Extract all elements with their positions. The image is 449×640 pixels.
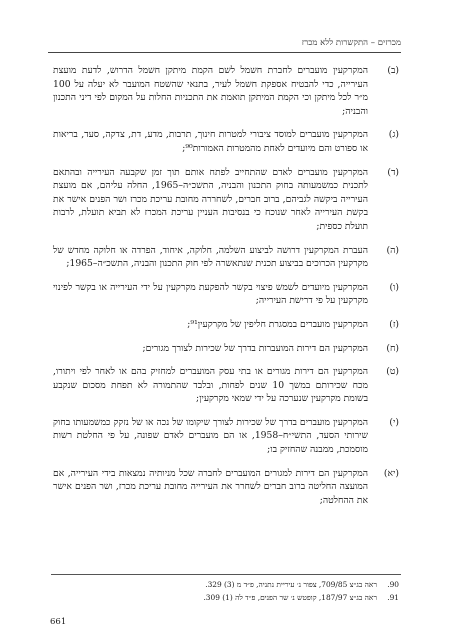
clause-text: המקרקעין מיועדים לשמש פיצוי בקשר להפקעת מקרקעין על ידי העירייה או בקשר לפינוי מקרקעין על פי דרישת העירייה; (53, 281, 368, 307)
clause-item (53, 342, 399, 356)
clause-mark: (ז) (389, 318, 399, 330)
clause-item (53, 128, 399, 155)
footnote-text: ראה בג״צ 187/97, קופטש נ׳ שר הפנים, פ״ד לה (1) 309. (203, 593, 377, 602)
footnote-rule (51, 574, 401, 575)
clause-item (53, 365, 399, 406)
clause-mark: (ג) (388, 129, 399, 141)
clause-item (53, 166, 399, 234)
footnotes (53, 578, 399, 604)
footnote-number: 91. (387, 593, 399, 602)
page-number: 661 (50, 617, 67, 627)
clause-mark: (ח) (386, 342, 399, 354)
clause-mark: (ו) (389, 281, 399, 293)
clause-mark: (יא) (383, 467, 399, 479)
footnote-text: ראה בג״צ 709/85, צפור נ׳ עיריית נתניה, פ״ד מ (3) 329. (205, 580, 377, 589)
clause-text: המקרקעין הם דירות מגורים או בתי עסק המועברים למחזיק בהם או לאחר לפי ויתורו, מכח שכירותם במשך 10 שנים לפחות, ובלבד שהתמורה לא תפחת מסכום שנקבע בשומת מקרקעין שנערכה על ידי שמאי מקרקעין; (53, 366, 368, 405)
clause-text: המקרקעין מועברים במסגרת חליפין של מקרקעין⁹¹; (187, 318, 368, 330)
clause-text: המקרקעין מועברים לאדם שהתחייב לפתח אותם תוך זמן שקבעה העירייה ובהתאם לתכנית כמשמעותה בחוק התכנון והבניה, התשכ״ה–1965, החלה עליהם, אם מועצת העירייה ביקשה לגביהם, ברוב חברים, לשחררה מחובת עריכת מכרז ושר הפנים אישר את בקשת העירייה לאחר שנוכח כי בנסיבות העניין עריכת המכרז לא תביא תועלת, לרבות תועלת כספית; (53, 166, 368, 232)
clause-item (53, 467, 399, 508)
clause-mark: (ט) (386, 366, 399, 378)
clause-text: המקרקעין מועברים למוסד ציבורי למטרות חינוך, תרבות, מדע, דת, צדקה, סעד, בריאות או ספורט והם מיועדים לאחת מהמטרות האמורות⁹⁰; (53, 129, 368, 154)
clause-text: העברת המקרקעין דרושה לביצוע השלמה, חלוקה, איחוד, הפרדה או חלוקה מחדש של מקרקעין הכרוכים בביצוע תכנית שנתאשרה לפי חוק התכנון והבניה, התשכ״ה–1965; (53, 244, 368, 270)
footnote (53, 591, 399, 604)
clause-text: המקרקעין מועברים לחברת חשמל לשם הקמת מיתקן חשמל הדרוש, לדעת מועצת העירייה, כדי להבטיח אספקת חשמל לעיר, בתנאי שהשטח המועבר לא יעלה על 100 מ״ר לכל מיתקן וכי הקמת המיתקן תואמת את התכניות החלות על המקום לפי דיני התכנון והבניה; (53, 65, 368, 117)
clause-text: המקרקעין הם דירות המועברות בדרך של שכירות לצורך מגורים; (142, 342, 368, 354)
clause-item (53, 64, 399, 118)
clause-item (53, 318, 399, 332)
clause-mark: (ב) (387, 65, 399, 76)
clause-item (53, 416, 399, 457)
header-rule (48, 52, 401, 53)
clause-item (53, 244, 399, 271)
clause-mark: (י) (389, 416, 399, 428)
clause-item (53, 281, 399, 308)
clause-mark: (ד) (387, 166, 399, 178)
clause-text: המקרקעין הם דירות למגורים המועברים לחברה שכל מניותיה נמצאות בידי העירייה, אם המועצה החליטה ברוב חברים לשחרר את העירייה מחובת עריכת מכרז, ושר הפנים אישר את ההחלטה; (53, 467, 368, 506)
clause-mark: (ה) (386, 244, 399, 256)
running-header: מכרזים – התקשרות ללא מכרז (301, 38, 401, 48)
footnote (53, 578, 399, 591)
footnote-number: 90. (387, 580, 399, 589)
clause-text: המקרקעין מועברים בדרך של שכירות לצורך שיקומו של נכה או של נזקק כמשמעותו בחוק שירותי הסעד, התשי״ח–1958, או הם מועברים לאדם שפונה, על פי החלטת רשות מוסמכת, ממבנה שהחזיק בו; (53, 416, 368, 456)
clause-list (53, 64, 399, 517)
